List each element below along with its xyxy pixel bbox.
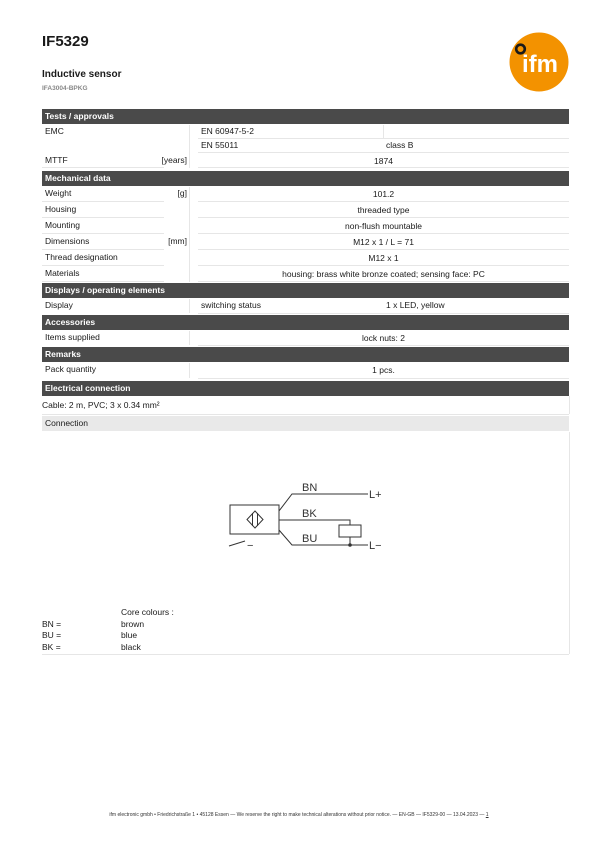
dimensions-value: M12 x 1 / L = 71 [353, 237, 414, 247]
connection-label: Connection [45, 418, 89, 428]
switch-minus: − [247, 540, 254, 552]
section-displays-operating-elements: Displays / operating elements [42, 283, 569, 298]
mounting-label: Mounting [45, 220, 80, 230]
section-remarks: Remarks [42, 347, 569, 362]
terminal-l-minus: L− [369, 540, 382, 552]
pack-quantity-value: 1 pcs. [372, 365, 395, 375]
weight-unit: [g] [177, 188, 187, 198]
emc-standard-2: EN 55011 [201, 140, 239, 150]
terminal-l-plus: L+ [369, 489, 382, 501]
pack-quantity-label: Pack quantity [45, 364, 97, 374]
core-color-bn: brown [121, 619, 145, 629]
section-mechanical-data: Mechanical data [42, 171, 569, 186]
dimensions-unit: [mm] [168, 236, 187, 246]
core-color-bk: black [121, 642, 141, 652]
weight-label: Weight [45, 188, 72, 198]
display-type: switching status [201, 300, 261, 310]
logo-text: ifm [522, 51, 558, 78]
weight-value: 101.2 [372, 189, 395, 199]
mttf-label: MTTF [45, 155, 68, 165]
mttf-value: 1874 [374, 156, 393, 166]
dimensions-label: Dimensions [45, 236, 90, 246]
display-label: Display [45, 300, 73, 310]
thread-value: M12 x 1 [368, 253, 399, 263]
materials-label: Materials [45, 268, 80, 278]
cable-spec: Cable: 2 m, PVC; 3 x 0.34 mm² [42, 400, 160, 410]
display-value: 1 x LED, yellow [386, 300, 445, 310]
wire-label-bk: BK [302, 508, 317, 520]
housing-value: threaded type [357, 205, 410, 215]
emc-class: class B [386, 140, 414, 150]
core-color-bu: blue [121, 630, 138, 640]
thread-label: Thread designation [45, 252, 118, 262]
footer-page-number: 1 [485, 812, 489, 818]
core-colours-title: Core colours : [121, 607, 174, 617]
housing-label: Housing [45, 204, 77, 214]
core-code-bn: BN = [42, 619, 62, 629]
core-code-bu: BU = [42, 630, 62, 640]
materials-value: housing: brass white bronze coated; sensing face: PC [282, 269, 485, 279]
wire-label-bn: BN [302, 482, 318, 494]
section-electrical-connection: Electrical connection [42, 381, 569, 396]
product-type: Inductive sensor [42, 69, 122, 80]
section-tests-approvals: Tests / approvals [42, 109, 569, 124]
product-code: IF5329 [42, 33, 89, 50]
mounting-value: non-flush mountable [344, 221, 423, 231]
section-accessories: Accessories [42, 315, 569, 330]
items-supplied-value: lock nuts: 2 [362, 333, 405, 343]
core-code-bk: BK = [42, 642, 61, 652]
emc-standard-1: EN 60947-5-2 [201, 126, 254, 136]
footer-text: ifm electronic gmbh • Friedrichstraße 1 • 45128 Essen — We reserve the right to make technical alterations without prior notice. — EN-GB — IF5329-00 — 13.04.2023 — [109, 812, 485, 818]
mttf-unit: [years] [161, 155, 187, 165]
article-code: IFA3004-BPKG [42, 85, 88, 92]
emc-label: EMC [45, 126, 64, 136]
items-supplied-label: Items supplied [45, 332, 100, 342]
wire-label-bu: BU [302, 533, 318, 545]
page-footer [0, 812, 598, 818]
